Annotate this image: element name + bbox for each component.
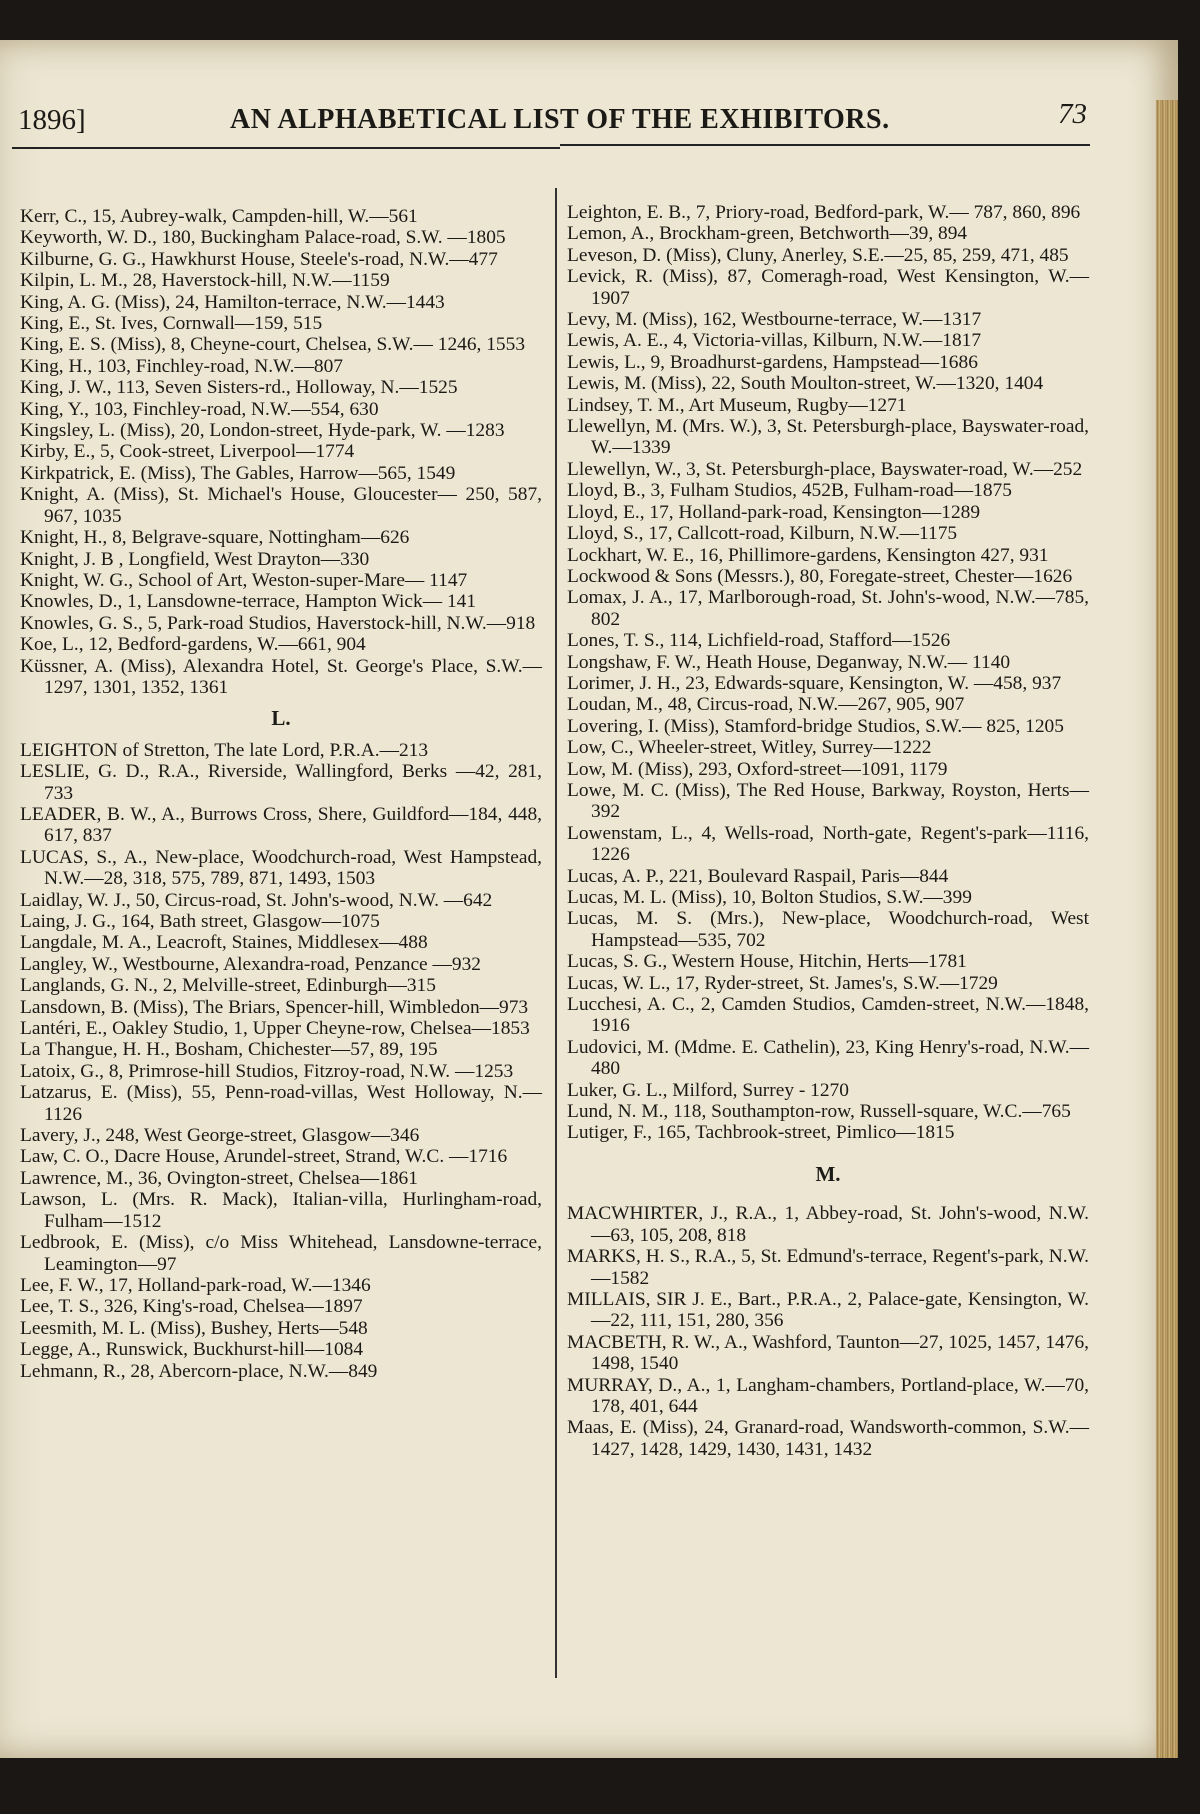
exhibitor-entry: Kilburne, G. G., Hawkhurst House, Steele's-road, N.W.—477: [20, 248, 498, 270]
exhibitor-entry: Lloyd, B., 3, Fulham Studios, 452B, Fulham-road—1875: [567, 480, 1012, 502]
exhibitor-entry: King, H., 103, Finchley-road, N.W.—807: [20, 355, 343, 377]
exhibitor-entry: Langlands, G. N., 2, Melville-street, Edinburgh—315: [20, 975, 436, 997]
exhibitor-entry: Laidlay, W. J., 50, Circus-road, St. John's-wood, N.W. —642: [20, 889, 493, 911]
header-title: AN ALPHABETICAL LIST OF THE EXHIBITORS.: [230, 104, 890, 135]
exhibitor-entry: King, Y., 103, Finchley-road, N.W.—554, 630: [20, 398, 379, 420]
exhibitor-entry: Kirkpatrick, E. (Miss), The Gables, Harrow—565, 1549: [20, 462, 456, 484]
entries-l-left: [20, 740, 542, 1382]
exhibitor-entry: Knight, H., 8, Belgrave-square, Nottingham—626: [20, 527, 410, 549]
exhibitor-entry: Latoix, G., 8, Primrose-hill Studios, Fitzroy-road, N.W. —1253: [20, 1060, 514, 1082]
exhibitor-entry: Lucas, S. G., Western House, Hitchin, Herts—1781: [567, 951, 967, 973]
exhibitor-entry: Lucas, M. L. (Miss), 10, Bolton Studios, S.W.—399: [567, 887, 972, 908]
exhibitor-entry: Koe, L., 12, Bedford-gardens, W.—661, 904: [20, 634, 366, 656]
exhibitor-entry: Legge, A., Runswick, Buckhurst-hill—1084: [20, 1339, 364, 1361]
exhibitor-entry: Lewis, A. E., 4, Victoria-villas, Kilburn, N.W.—1817: [567, 330, 982, 352]
exhibitor-entry: Lovering, I. (Miss), Stamford-bridge Studios, S.W.— 825, 1205: [567, 715, 1064, 737]
exhibitor-entry: King, E., St. Ives, Cornwall—159, 515: [20, 313, 323, 335]
exhibitor-entry: King, A. G. (Miss), 24, Hamilton-terrace, N.W.—1443: [20, 291, 445, 313]
exhibitor-entry: Leighton, E. B., 7, Priory-road, Bedford-park, W.— 787, 860, 896: [567, 202, 1081, 223]
exhibitor-entry: MARKS, H. S., R.A., 5, St. Edmund's-terrace, Regent's-park, N.W.—1582: [567, 1246, 1089, 1289]
exhibitor-entry: Knowles, G. S., 5, Park-road Studios, Haverstock-hill, N.W.—918: [20, 612, 536, 634]
header-rule-left: [12, 147, 560, 149]
exhibitor-entry: Laing, J. G., 164, Bath street, Glasgow—1075: [20, 911, 380, 932]
exhibitor-entry: Langley, W., Westbourne, Alexandra-road, Penzance —932: [20, 953, 481, 975]
exhibitor-entry: Ledbrook, E. (Miss), c/o Miss Whitehead, Lansdowne-terrace, Leamington—97: [20, 1232, 542, 1275]
column-divider: [555, 188, 557, 1678]
header-rule-right: [560, 144, 1090, 146]
right-column: [567, 202, 1089, 1460]
exhibitor-entry: Lockhart, W. E., 16, Phillimore-gardens, Kensington 427, 931: [567, 544, 1049, 566]
exhibitor-entry: Loudan, M., 48, Circus-road, N.W.—267, 905, 907: [567, 694, 965, 716]
exhibitor-entry: Knight, A. (Miss), St. Michael's House, Gloucester— 250, 587, 967, 1035: [20, 484, 542, 527]
exhibitor-entry: Lavery, J., 248, West George-street, Glasgow—346: [20, 1125, 420, 1147]
exhibitor-entry: Lewis, M. (Miss), 22, South Moulton-street, W.—1320, 1404: [567, 373, 1044, 395]
exhibitor-entry: MACWHIRTER, J., R.A., 1, Abbey-road, St. John's-wood, N.W.—63, 105, 208, 818: [567, 1203, 1089, 1246]
exhibitor-entry: Levy, M. (Miss), 162, Westbourne-terrace, W.—1317: [567, 309, 982, 331]
exhibitor-entry: Lloyd, S., 17, Callcott-road, Kilburn, N.W.—1175: [567, 523, 958, 545]
exhibitor-entry: Kirby, E., 5, Cook-street, Liverpool—1774: [20, 441, 355, 463]
exhibitor-entry: MACBETH, R. W., A., Washford, Taunton—27, 1025, 1457, 1476, 1498, 1540: [567, 1331, 1089, 1375]
exhibitor-entry: Lucas, M. S. (Mrs.), New-place, Woodchurch-road, West Hampstead—535, 702: [567, 908, 1089, 951]
exhibitor-entry: Lawson, L. (Mrs. R. Mack), Italian-villa, Hurlingham-road, Fulham—1512: [20, 1189, 542, 1232]
exhibitor-entry: Lawrence, M., 36, Ovington-street, Chelsea—1861: [20, 1167, 418, 1189]
exhibitor-entry: LESLIE, G. D., R.A., Riverside, Wallingford, Berks —42, 281, 733: [20, 761, 542, 804]
exhibitor-entry: Lewis, L., 9, Broadhurst-gardens, Hampstead—1686: [567, 351, 978, 373]
exhibitor-entry: Knowles, D., 1, Lansdowne-terrace, Hampton Wick— 141: [20, 591, 477, 613]
exhibitor-entry: Lowe, M. C. (Miss), The Red House, Barkway, Royston, Herts—392: [567, 779, 1089, 823]
exhibitor-entry: Lowenstam, L., 4, Wells-road, North-gate, Regent's-park—1116, 1226: [567, 822, 1089, 866]
exhibitor-entry: Luker, G. L., Milford, Surrey - 1270: [567, 1079, 849, 1101]
exhibitor-entry: LEADER, B. W., A., Burrows Cross, Shere, Guildford—184, 448, 617, 837: [20, 803, 542, 847]
exhibitor-entry: Low, M. (Miss), 293, Oxford-street—1091, 1179: [567, 758, 948, 780]
exhibitor-entry: Lee, F. W., 17, Holland-park-road, W.—1346: [20, 1274, 371, 1296]
exhibitor-entry: MILLAIS, SIR J. E., Bart., P.R.A., 2, Palace-gate, Kensington, W.—22, 111, 151, 280, 356: [567, 1288, 1089, 1332]
exhibitor-entry: Kilpin, L. M., 28, Haverstock-hill, N.W.—1159: [20, 270, 390, 292]
exhibitor-entry: Lutiger, F., 165, Tachbrook-street, Pimlico—1815: [567, 1122, 955, 1144]
exhibitor-entry: La Thangue, H. H., Bosham, Chichester—57, 89, 195: [20, 1039, 438, 1061]
exhibitor-entry: Langdale, M. A., Leacroft, Staines, Middlesex—488: [20, 932, 428, 954]
exhibitor-entry: Lockwood & Sons (Messrs.), 80, Foregate-street, Chester—1626: [567, 565, 1073, 587]
exhibitor-entry: Lones, T. S., 114, Lichfield-road, Stafford—1526: [567, 630, 951, 652]
entries-k: [20, 206, 542, 698]
exhibitor-entry: Ludovici, M. (Mdme. E. Cathelin), 23, King Henry's-road, N.W.—480: [567, 1036, 1089, 1080]
header-year: 1896]: [18, 104, 86, 136]
exhibitor-entry: Leveson, D. (Miss), Cluny, Anerley, S.E.—25, 85, 259, 471, 485: [567, 244, 1069, 266]
exhibitor-entry: Llewellyn, M. (Mrs. W.), 3, St. Petersburgh-place, Bayswater-road, W.—1339: [567, 416, 1089, 459]
entries-m: [567, 1203, 1089, 1460]
exhibitor-entry: Lomax, J. A., 17, Marlborough-road, St. John's-wood, N.W.—785, 802: [567, 587, 1089, 630]
exhibitor-entry: Lorimer, J. H., 23, Edwards-square, Kensington, W. —458, 937: [567, 672, 1062, 694]
exhibitor-entry: Lucas, W. L., 17, Ryder-street, St. James's, S.W.—1729: [567, 972, 998, 994]
page-edge: [1156, 100, 1178, 1758]
exhibitor-entry: Knight, W. G., School of Art, Weston-super-Mare— 1147: [20, 569, 468, 591]
exhibitor-entry: MURRAY, D., A., 1, Langham-chambers, Portland-place, W.—70, 178, 401, 644: [567, 1374, 1089, 1417]
exhibitor-entry: Maas, E. (Miss), 24, Granard-road, Wandsworth-common, S.W.—1427, 1428, 1429, 1430, 1431, 1432: [567, 1417, 1089, 1460]
exhibitor-entry: Kingsley, L. (Miss), 20, London-street, Hyde-park, W. —1283: [20, 420, 505, 442]
exhibitor-entry: Lund, N. M., 118, Southampton-row, Russell-square, W.C.—765: [567, 1101, 1071, 1123]
exhibitor-entry: Leesmith, M. L. (Miss), Bushey, Herts—548: [20, 1317, 368, 1339]
exhibitor-entry: Lee, T. S., 326, King's-road, Chelsea—1897: [20, 1296, 363, 1318]
exhibitor-entry: Latzarus, E. (Miss), 55, Penn-road-villas, West Holloway, N.—1126: [20, 1082, 542, 1125]
exhibitor-entry: Lindsey, T. M., Art Museum, Rugby—1271: [567, 394, 907, 416]
section-heading-l: L.: [271, 706, 291, 731]
exhibitor-entry: Knight, J. B , Longfield, West Drayton—330: [20, 548, 370, 570]
exhibitor-entry: King, E. S. (Miss), 8, Cheyne-court, Chelsea, S.W.— 1246, 1553: [20, 334, 526, 356]
exhibitor-entry: Lucchesi, A. C., 2, Camden Studios, Camden-street, N.W.—1848, 1916: [567, 994, 1089, 1037]
exhibitor-entry: Küssner, A. (Miss), Alexandra Hotel, St. George's Place, S.W.—1297, 1301, 1352, 1361: [20, 655, 542, 698]
book-page: [0, 40, 1178, 1758]
left-column: [20, 206, 542, 1382]
exhibitor-entry: Law, C. O., Dacre House, Arundel-street, Strand, W.C. —1716: [20, 1146, 508, 1168]
exhibitor-entry: Kerr, C., 15, Aubrey-walk, Campden-hill, W.—561: [20, 206, 418, 227]
exhibitor-entry: Longshaw, F. W., Heath House, Deganway, N.W.— 1140: [567, 651, 1011, 673]
exhibitor-entry: Lucas, A. P., 221, Boulevard Raspail, Paris—844: [567, 865, 949, 887]
section-heading-m: M.: [815, 1161, 841, 1186]
exhibitor-entry: Low, C., Wheeler-street, Witley, Surrey—1222: [567, 737, 932, 759]
entries-l-right: [567, 202, 1089, 1144]
exhibitor-entry: Lehmann, R., 28, Abercorn-place, N.W.—849: [20, 1360, 378, 1382]
exhibitor-entry: Lansdown, B. (Miss), The Briars, Spencer-hill, Wimbledon—973: [20, 996, 529, 1018]
exhibitor-entry: Lemon, A., Brockham-green, Betchworth—39, 894: [567, 223, 968, 245]
running-header: [12, 82, 1102, 142]
exhibitor-entry: LEIGHTON of Stretton, The late Lord, P.R.A.—213: [20, 739, 429, 761]
exhibitor-entry: Llewellyn, W., 3, St. Petersburgh-place, Bayswater-road, W.—252: [567, 458, 1083, 480]
exhibitor-entry: Lantéri, E., Oakley Studio, 1, Upper Cheyne-row, Chelsea—1853: [20, 1018, 530, 1040]
exhibitor-entry: King, J. W., 113, Seven Sisters-rd., Holloway, N.—1525: [20, 377, 458, 399]
page-number: 73: [1058, 98, 1087, 130]
exhibitor-entry: Lloyd, E., 17, Holland-park-road, Kensington—1289: [567, 501, 981, 523]
exhibitor-entry: LUCAS, S., A., New-place, Woodchurch-road, West Hampstead, N.W.—28, 318, 575, 789, 871, 1493, 1503: [20, 846, 542, 890]
exhibitor-entry: Levick, R. (Miss), 87, Comeragh-road, West Kensington, W.—1907: [567, 266, 1089, 309]
exhibitor-entry: Keyworth, W. D., 180, Buckingham Palace-road, S.W. —1805: [20, 227, 506, 249]
